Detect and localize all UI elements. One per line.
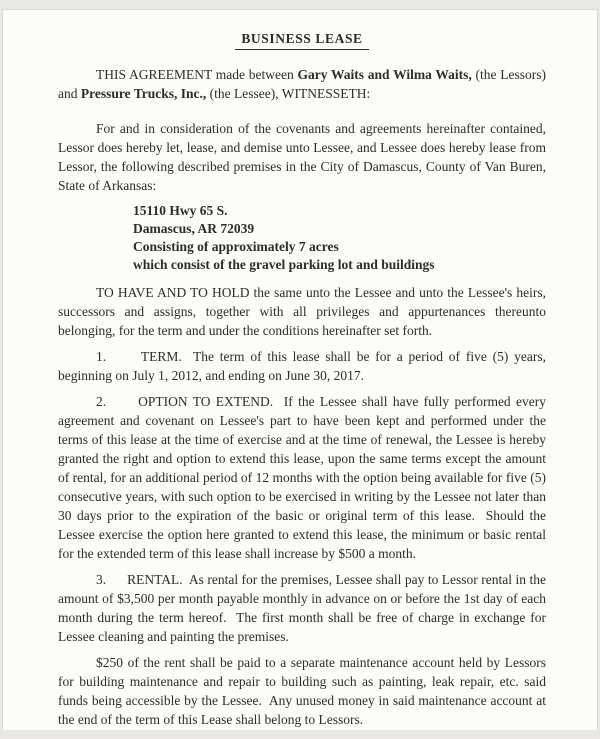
- address-line: Damascus, AR 72039: [133, 221, 255, 236]
- rental-paragraph: [58, 570, 546, 646]
- body-text: 2. OPTION TO EXTEND. If the Lessee shall have fully performed every agreement and covenant on Lessee's part to have been kept and performed under the terms of this lease at the time of exercise and at the time of renewal, the Lessee is hereby granted the right and option to extend this lease, upon the same terms except the amount of rental, for an additional period of 12 months with the option being available for five (5) consecutive years, with such option to be exercised in writing by the Lessee not later than 30 days prior to the expiration of the basic or original term of this lease. Should the Lessee exercise the option here granted to extend this lease, the minimum or basic rental for the extended term of this lease shall increase by $500 a month.: [58, 394, 546, 561]
- term-paragraph: [58, 347, 546, 385]
- address-line: which consist of the gravel parking lot and buildings: [133, 257, 435, 272]
- option-to-extend-paragraph: [58, 392, 546, 563]
- habendum-paragraph: [58, 283, 546, 340]
- premises-address-block: [133, 202, 546, 274]
- document-title-row: [58, 30, 546, 50]
- document-page: [2, 9, 598, 730]
- body-text: (the Lessee), WITNESSETH:: [206, 86, 371, 101]
- bold-text: Pressure Trucks, Inc.,: [80, 86, 207, 101]
- consideration-paragraph: [58, 119, 546, 195]
- body-text: 3. RENTAL. As rental for the premises, Lessee shall pay to Lessor rental in the amount of $3,500 per month payable monthly in advance on or before the 1st day of each month during the term hereof. The first month shall be free of charge in exchange for Lessee cleaning and painting the premises.: [58, 572, 546, 644]
- intro-paragraph: [58, 65, 546, 103]
- body-text: $250 of the rent shall be paid to a separate maintenance account held by Lessors for building maintenance and repair to building such as painting, leak repair, etc. said funds being accessible by the Lessee. Any unused money in said maintenance account at the end of the term of this Lease shall belong to Lessors.: [58, 655, 546, 727]
- maintenance-account-paragraph: [58, 653, 546, 729]
- address-line: 15110 Hwy 65 S.: [133, 203, 228, 218]
- body-text: THIS AGREEMENT made between: [96, 67, 298, 82]
- document-title: BUSINESS LEASE: [235, 31, 368, 50]
- body-text: 1. TERM. The term of this lease shall be for a period of five (5) years, beginning on July 1, 2012, and ending on June 30, 2017.: [58, 349, 546, 383]
- address-line: Consisting of approximately 7 acres: [133, 239, 339, 254]
- body-text: For and in consideration of the covenants and agreements hereinafter contained, Lessor does hereby let, lease, and demise unto Lessee, and Lessee does hereby lease from Lessor, the following described premises in the City of Damascus, County of Van Buren, State of Arkansas:: [58, 121, 546, 193]
- bold-text: Gary Waits and Wilma Waits,: [297, 67, 472, 82]
- document-body: [58, 65, 546, 729]
- body-text: (the Lessors) and: [58, 67, 546, 101]
- body-text: TO HAVE AND TO HOLD the same unto the Lessee and unto the Lessee's heirs, successors and assigns, together with all privileges and appurtenances thereunto belonging, for the term and under the conditions hereinafter set forth.: [58, 285, 546, 338]
